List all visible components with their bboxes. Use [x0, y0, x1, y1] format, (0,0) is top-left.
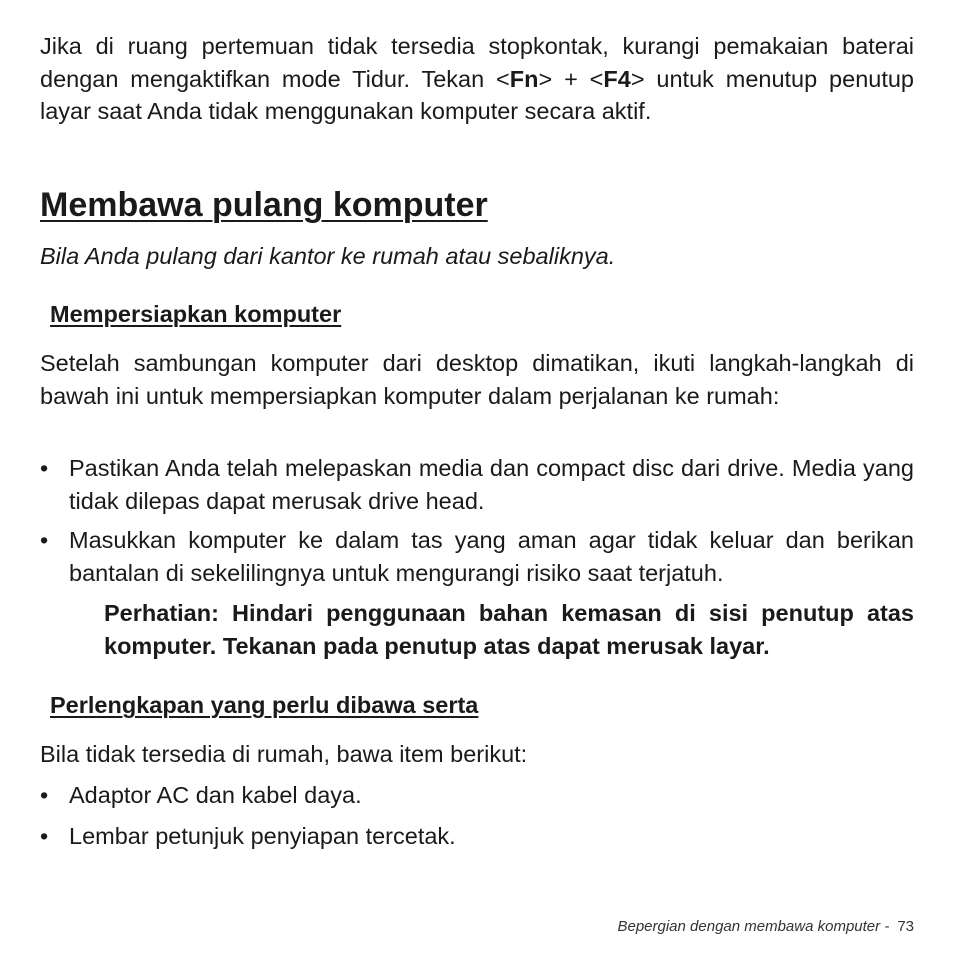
- section-subtitle: Bila Anda pulang dari kantor ke rumah atau sebaliknya.: [40, 243, 616, 269]
- bullet-icon: •: [40, 527, 49, 553]
- prepare-paragraph: Setelah sambungan komputer dari desktop dimatikan, ikuti langkah-langkah di bawah ini untuk mempersiapkan komputer dalam perjalanan ke rumah:: [40, 350, 914, 409]
- page-footer: [617, 917, 914, 937]
- prepare-list: [40, 452, 914, 589]
- intro-text-1: Jika di ruang pertemuan tidak tersedia stopkontak, kurangi pemakaian baterai dengan mengaktifkan mode Tidur. Tekan <: [40, 33, 914, 92]
- bullet-icon: •: [40, 455, 49, 481]
- heading-prepare: Mempersiapkan komputer: [50, 301, 342, 327]
- bullet-icon: •: [40, 822, 49, 849]
- footer-label: Bepergian dengan membawa komputer -: [617, 918, 890, 935]
- list-item: • Pastikan Anda telah melepaskan media dan compact disc dari drive. Media yang tidak dilepas dapat merusak drive head.: [40, 452, 914, 517]
- equipment-list: [40, 779, 914, 852]
- bullet-icon: •: [40, 782, 49, 808]
- intro-text-mid: > + <: [538, 65, 604, 92]
- key-fn: Fn: [509, 65, 539, 92]
- list-item: • Lembar petunjuk penyiapan tercetak.: [40, 820, 914, 853]
- heading-equipment: Perlengkapan yang perlu dibawa serta: [50, 692, 479, 718]
- warning-note: Perhatian: Hindari penggunaan bahan kemasan di sisi penutup atas komputer. Tekanan pada penutup atas dapat merusak layar.: [104, 600, 914, 659]
- page-number: 73: [897, 918, 914, 935]
- section-title: Membawa pulang komputer: [40, 186, 488, 224]
- intro-paragraph: [40, 30, 914, 128]
- intro-text-2: > untuk menutup penutup layar saat Anda tidak menggunakan komputer secara aktif.: [40, 65, 914, 124]
- key-f4: F4: [603, 65, 631, 92]
- list-item: • Masukkan komputer ke dalam tas yang aman agar tidak keluar dan berikan bantalan di sekelilingnya untuk mengurangi risiko saat terjatuh.: [40, 524, 914, 589]
- list-item: • Adaptor AC dan kabel daya.: [40, 779, 914, 812]
- equipment-paragraph: Bila tidak tersedia di rumah, bawa item berikut:: [40, 741, 528, 767]
